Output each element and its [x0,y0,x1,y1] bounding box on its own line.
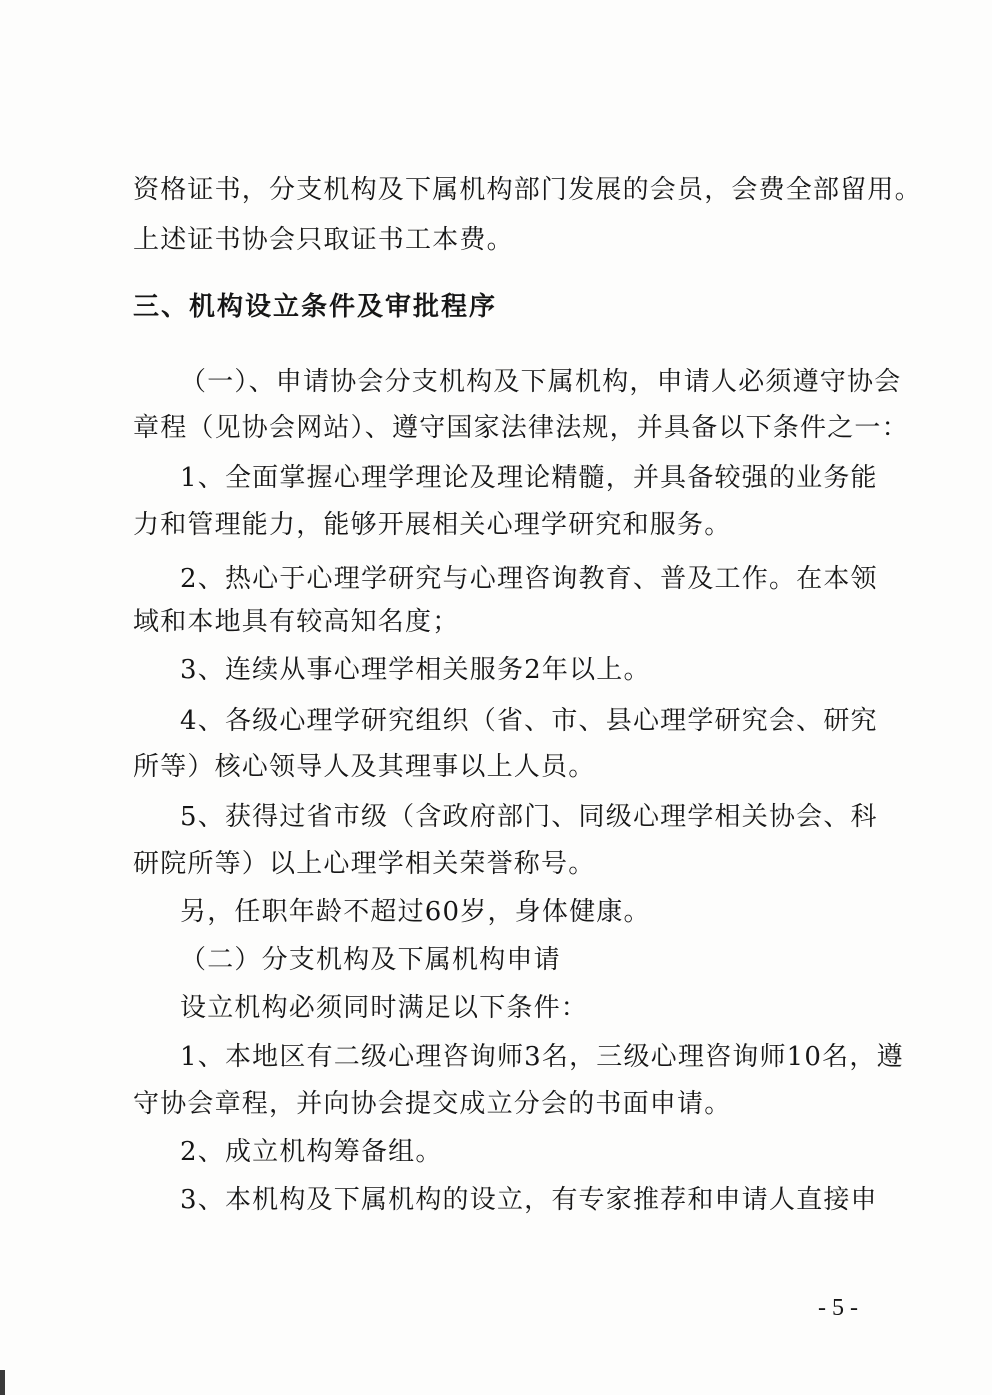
condition-1-line-1: 1、全面掌握心理学理论及理论精髓，并具备较强的业务能 [180,463,878,493]
page-number: - 5 - [818,1295,858,1321]
condition-5-line-2: 研院所等）以上心理学相关荣誉称号。 [133,849,596,879]
section-heading: 三、机构设立条件及审批程序 [133,292,498,322]
condition-1-line-2: 力和管理能力，能够开展相关心理学研究和服务。 [133,510,732,540]
paragraph-line-2: 上述证书协会只取证书工本费。 [133,225,514,255]
part1-line-2: 章程（见协会网站）、遵守国家法律法规，并具备以下条件之一： [133,413,909,443]
requirement-1-line-2: 守协会章程，并向协会提交成立分会的书面申请。 [133,1089,732,1119]
condition-4-line-2: 所等）核心领导人及其理事以上人员。 [133,752,596,782]
paragraph-line-1: 资格证书，分支机构及下属机构部门发展的会员，会费全部留用。 [133,175,922,205]
requirement-3-line: 3、本机构及下属机构的设立，有专家推荐和申请人直接申 [180,1185,878,1215]
requirement-2-line: 2、成立机构筹备组。 [180,1137,443,1167]
requirement-1-line-1: 1、本地区有二级心理咨询师3名，三级心理咨询师10名，遵 [180,1042,904,1072]
condition-2-line-1: 2、热心于心理学研究与心理咨询教育、普及工作。在本领 [180,564,878,594]
part1-line-1: （一）、申请协会分支机构及下属机构，申请人必须遵守协会 [180,367,902,397]
condition-2-line-2: 域和本地具有较高知名度； [133,607,460,637]
condition-3-line: 3、连续从事心理学相关服务2年以上。 [180,655,651,685]
scan-edge-mark [0,1370,5,1395]
condition-5-line-1: 5、获得过省市级（含政府部门、同级心理学相关协会、科 [180,802,878,832]
condition-4-line-1: 4、各级心理学研究组织（省、市、县心理学研究会、研究 [180,706,878,736]
part2-intro: 设立机构必须同时满足以下条件： [180,993,589,1023]
part2-title: （二）分支机构及下属机构申请 [180,945,561,975]
age-note: 另，任职年龄不超过60岁，身体健康。 [180,897,651,927]
